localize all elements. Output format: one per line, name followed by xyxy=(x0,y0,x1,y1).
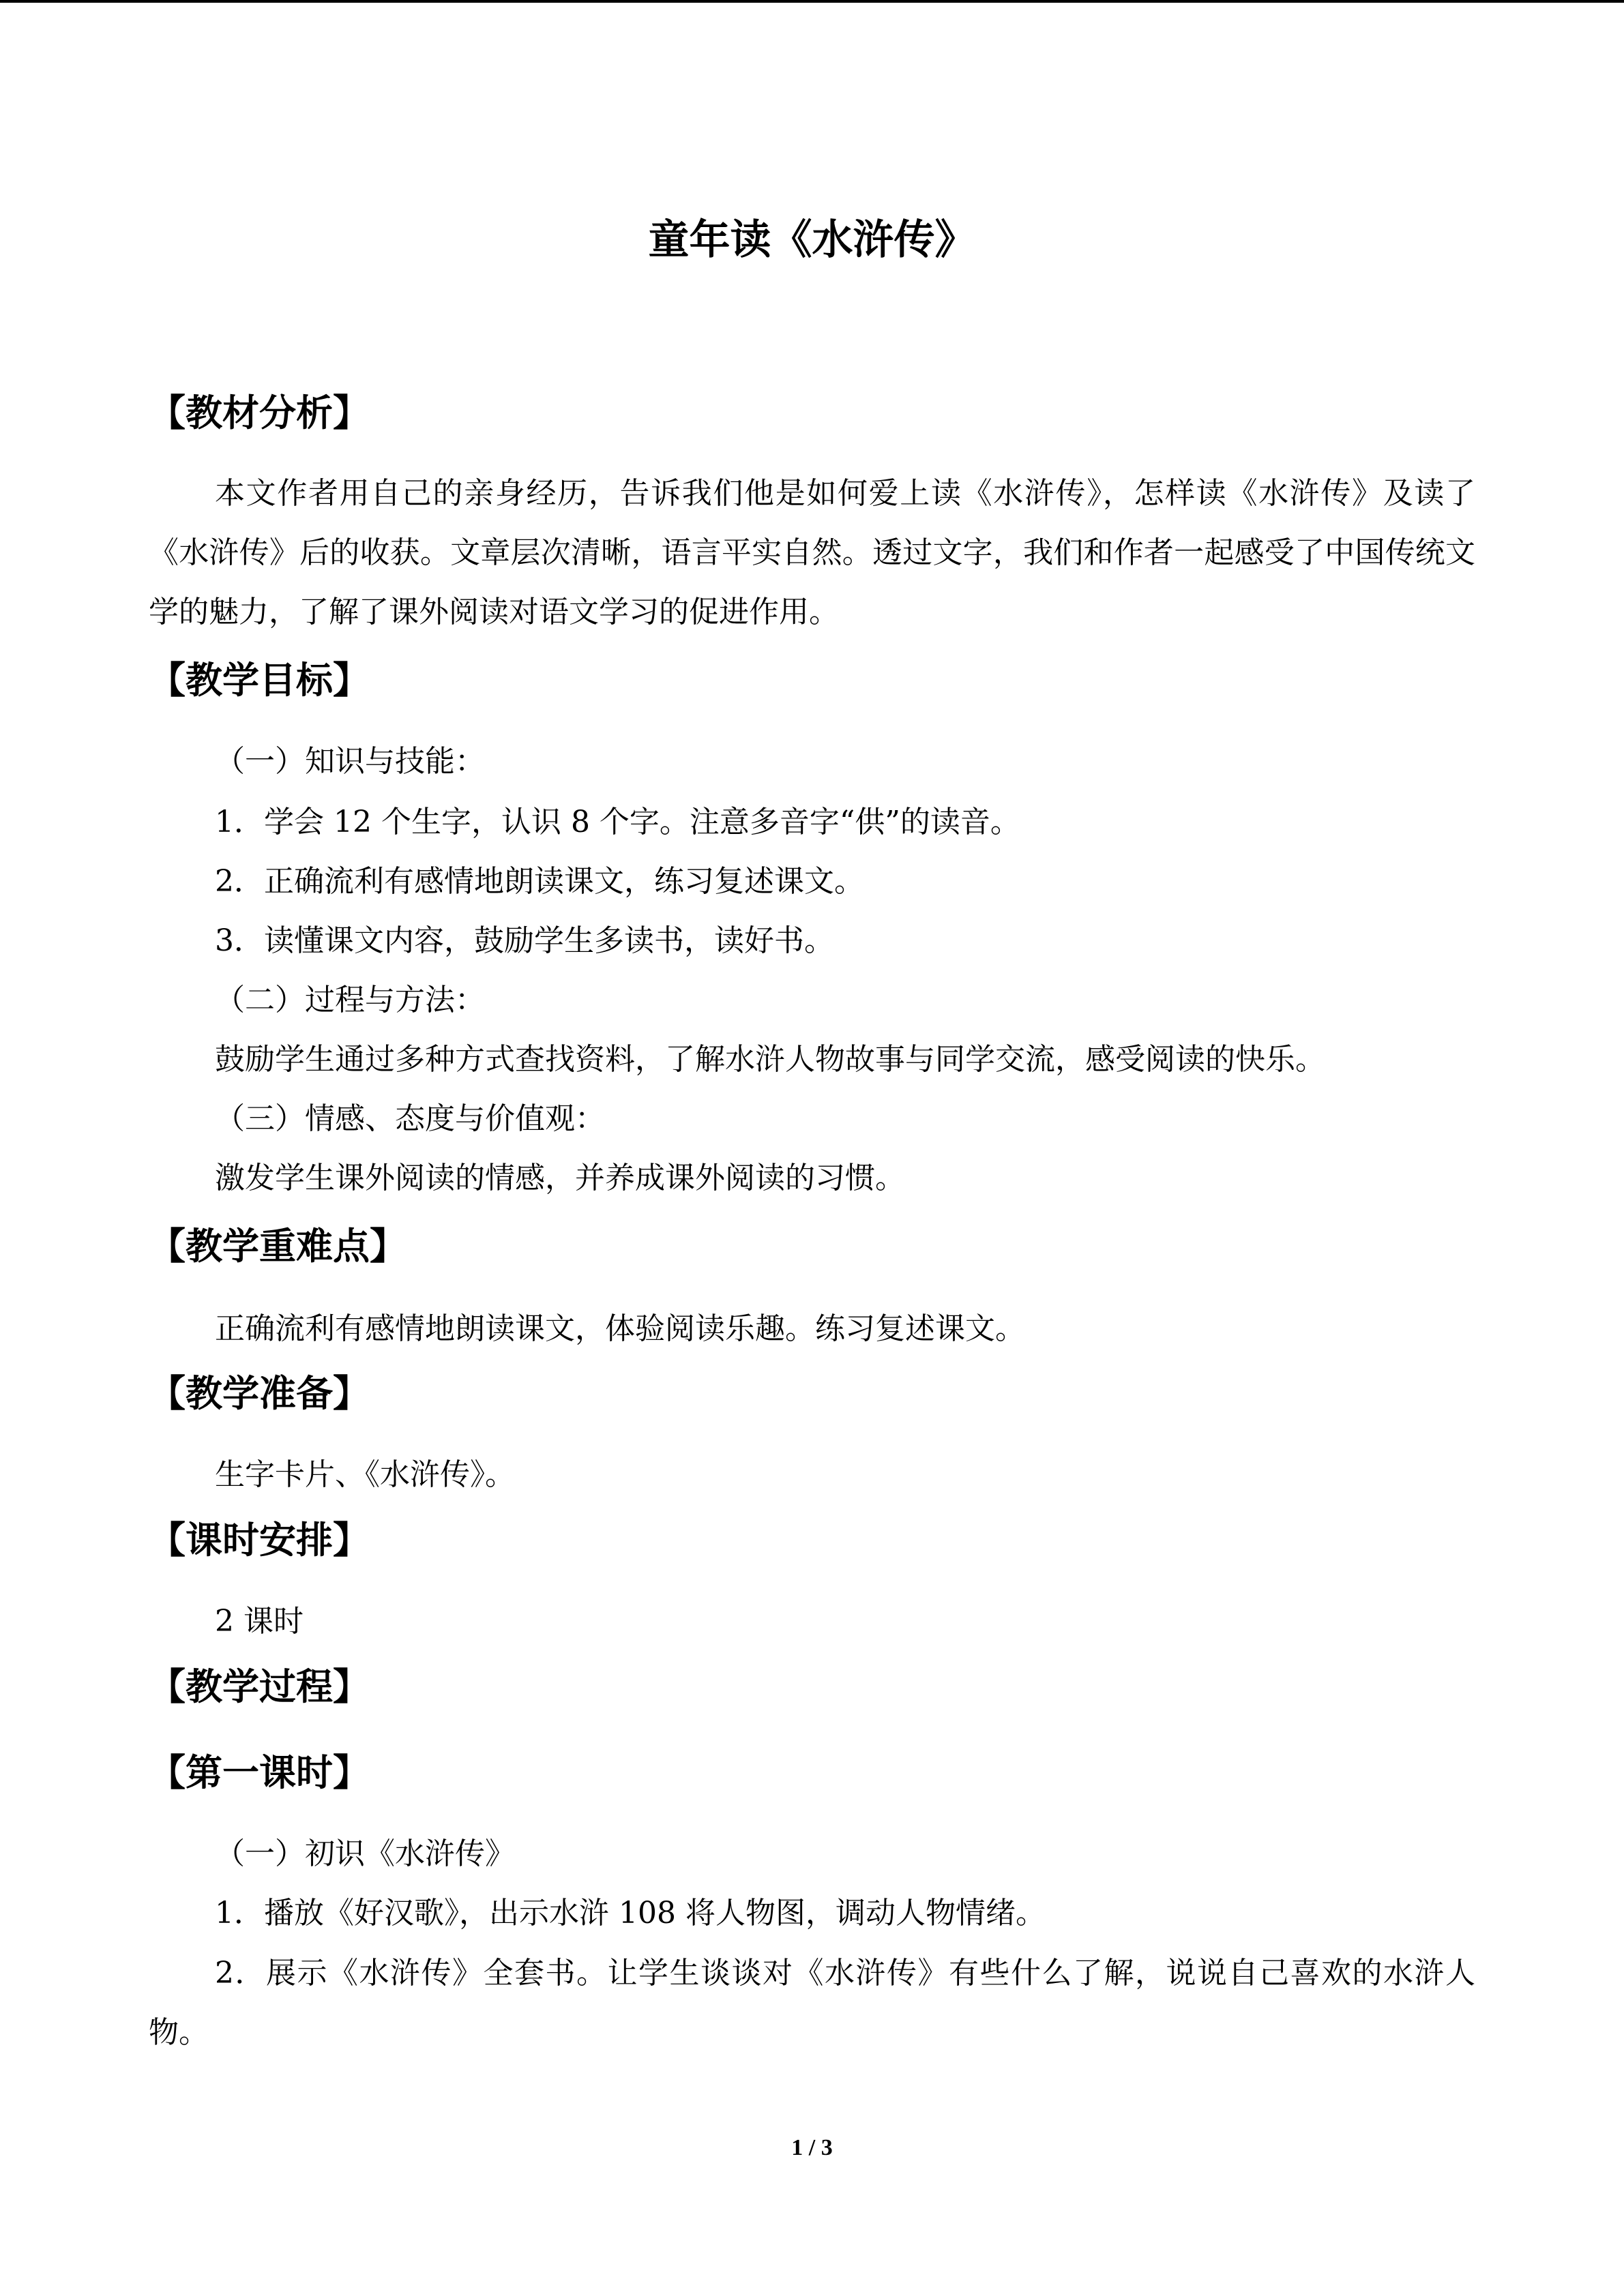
goals-process-text: 鼓励学生通过多种方式查找资料，了解水浒人物故事与同学交流，感受阅读的快乐。 xyxy=(215,1042,1325,1077)
schedule-text: 2 课时 xyxy=(215,1604,304,1639)
lesson1-step-2: 2．展示《水浒传》全套书。让学生谈谈对《水浒传》有些什么了解，说说自己喜欢的水浒人物。 xyxy=(149,1956,1475,2050)
lesson1-subheading: （一）初识《水浒传》 xyxy=(215,1836,515,1871)
heading-preparation: 【教学准备】 xyxy=(149,1372,370,1415)
page-number: 1 / 3 xyxy=(791,2135,833,2160)
page-title: 童年读《水浒传》 xyxy=(648,216,976,264)
goals-subheading-process: （二）过程与方法： xyxy=(215,983,485,1017)
heading-process: 【教学过程】 xyxy=(149,1665,370,1708)
preparation-text: 生字卡片、《水浒传》。 xyxy=(215,1457,515,1492)
heading-schedule: 【课时安排】 xyxy=(149,1519,370,1562)
heading-lesson1: 【第一课时】 xyxy=(149,1751,370,1794)
goals-subheading-knowledge: （一）知识与技能： xyxy=(215,744,485,779)
goals-item-2: 2．正确流利有感情地朗读课文，练习复述课文。 xyxy=(215,864,864,899)
heading-analysis: 【教材分析】 xyxy=(149,391,370,434)
heading-goals: 【教学目标】 xyxy=(149,659,370,702)
analysis-paragraph: 本文作者用自己的亲身经历，告诉我们他是如何爱上读《水浒传》，怎样读《水浒传》及读了《水浒传》后的收获。文章层次清晰，语言平实自然。透过文字，我们和作者一起感受了中国传统文学的魅力，了解了课外阅读对语文学习的促进作用。 xyxy=(149,476,1475,629)
lesson1-step-1: 1．播放《好汉歌》，出示水浒 108 将人物图，调动人物情绪。 xyxy=(215,1896,1046,1930)
goals-item-3: 3．读懂课文内容，鼓励学生多读书，读好书。 xyxy=(215,923,834,958)
goals-emotion-text: 激发学生课外阅读的情感，并养成课外阅读的习惯。 xyxy=(215,1161,905,1195)
goals-subheading-emotion: （三）情感、态度与价值观： xyxy=(215,1101,605,1136)
heading-key-points: 【教学重难点】 xyxy=(149,1225,407,1268)
key-points-text: 正确流利有感情地朗读课文，体验阅读乐趣。练习复述课文。 xyxy=(215,1311,1025,1346)
top-border-line xyxy=(0,0,1624,3)
goals-item-1: 1．学会 12 个生字，认识 8 个字。注意多音字“供”的读音。 xyxy=(215,805,1020,839)
